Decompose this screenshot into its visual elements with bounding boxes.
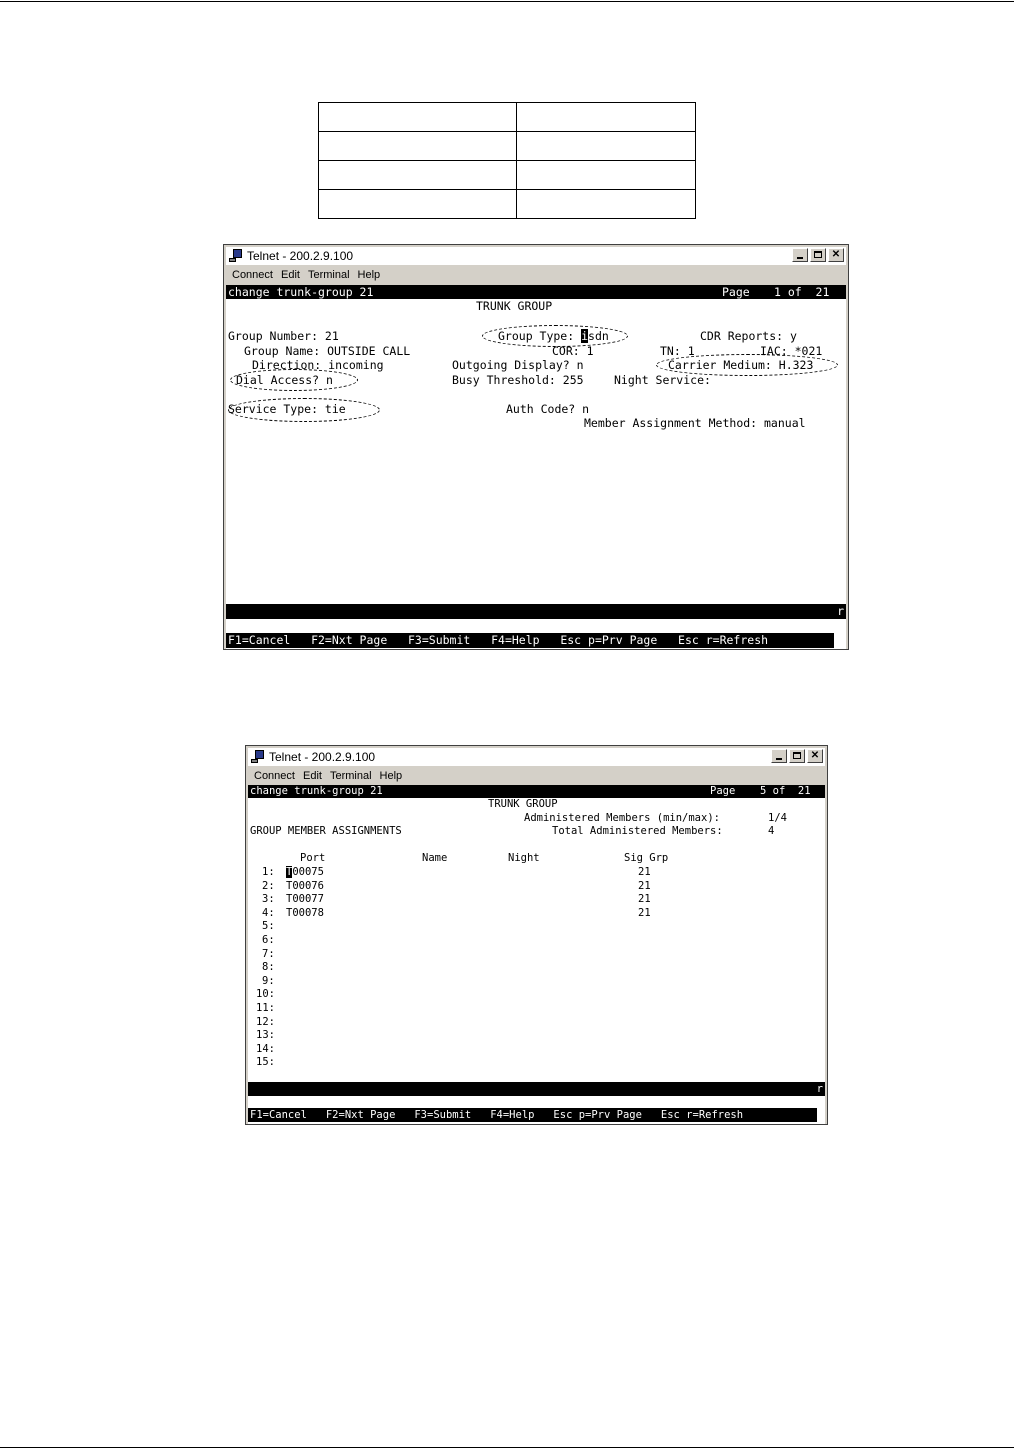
row-number: 14: <box>256 1042 275 1055</box>
table-cell <box>517 132 696 161</box>
group-type-label: Group Type: <box>498 329 582 343</box>
table-cell <box>319 103 517 132</box>
page-label: Page <box>722 285 750 299</box>
row-number: 5: <box>262 920 275 933</box>
close-icon[interactable]: ✕ <box>807 749 823 763</box>
port-value: 00075 <box>292 866 324 878</box>
group-number-field[interactable]: Group Number: 21 <box>228 329 339 343</box>
telnet-window-trunk-page-5[interactable] <box>245 745 828 1125</box>
highlight-oval <box>230 369 358 391</box>
screen-heading: TRUNK GROUP <box>488 798 558 810</box>
highlight-oval <box>656 354 838 376</box>
port-value: T00078 <box>286 906 324 919</box>
table-cell <box>517 161 696 190</box>
maximize-icon[interactable] <box>810 248 826 262</box>
row-number: 13: <box>256 1029 275 1042</box>
busy-threshold-field[interactable]: Busy Threshold: 255 <box>452 373 584 387</box>
command-text: change trunk-group 21 <box>250 785 383 797</box>
member-assignment-field[interactable]: Member Assignment Method: manual <box>584 416 806 430</box>
menu-terminal[interactable]: Terminal <box>307 269 350 281</box>
function-keys[interactable]: F1=Cancel F2=Nxt Page F3=Submit F4=Help Esc p=Prv Page Esc r=Refresh <box>250 1109 744 1121</box>
bottom-page-rule <box>0 1447 1014 1448</box>
table-cell <box>319 190 517 219</box>
admin-members-label: Administered Members (min/max): <box>524 812 720 824</box>
close-icon[interactable]: ✕ <box>828 248 844 262</box>
group-name-field[interactable]: Group Name: OUTSIDE CALL <box>244 344 411 358</box>
page-info: 1 of 21 <box>774 285 830 299</box>
terminal-screen[interactable] <box>226 285 846 649</box>
menu-help[interactable]: Help <box>357 269 381 281</box>
row-number: 9: <box>262 974 275 987</box>
row-number: 4: <box>262 906 275 919</box>
telnet-window-trunk-page-1[interactable] <box>223 244 849 650</box>
page-label: Page <box>710 785 736 797</box>
text-cursor: T <box>286 866 293 878</box>
sig-grp-field[interactable]: 21 <box>638 906 651 919</box>
menu-bar <box>248 767 825 785</box>
sig-grp-field[interactable]: 21 <box>638 879 651 892</box>
row-number: 10: <box>256 988 275 1001</box>
column-header-port: Port <box>300 852 326 864</box>
row-number: 1: <box>262 866 275 878</box>
menu-bar <box>226 266 846 284</box>
port-field[interactable] <box>286 879 324 893</box>
status-bar <box>248 1082 825 1096</box>
table-cell <box>319 132 517 161</box>
menu-connect[interactable]: Connect <box>254 770 295 782</box>
telnet-app-icon <box>251 750 265 764</box>
window-title: Telnet - 200.2.9.100 <box>269 750 376 764</box>
title-bar[interactable] <box>248 748 825 766</box>
page-info: 5 of 21 <box>760 785 811 797</box>
row-number: 6: <box>262 934 275 946</box>
top-page-rule <box>0 1 1014 2</box>
column-header-name: Name <box>422 852 448 864</box>
table-cell <box>319 161 517 190</box>
function-key-bar <box>248 1108 817 1122</box>
window-title: Telnet - 200.2.9.100 <box>247 249 354 263</box>
function-key-bar <box>226 633 834 648</box>
group-type-value: sdn <box>588 329 609 343</box>
column-header-sig-grp: Sig Grp <box>624 852 669 864</box>
port-value: T00077 <box>286 893 324 906</box>
table-cell <box>517 103 696 132</box>
maximize-icon[interactable] <box>789 749 805 763</box>
service-type-field[interactable]: Service Type: tie <box>228 402 346 416</box>
sig-grp-field[interactable]: 21 <box>638 893 651 906</box>
total-members-value: 4 <box>768 825 775 837</box>
dial-access-field[interactable]: Dial Access? n <box>236 373 333 387</box>
admin-members-value[interactable]: 1/4 <box>768 812 787 824</box>
port-field[interactable] <box>286 865 324 879</box>
menu-edit[interactable]: Edit <box>302 770 322 782</box>
table-cell <box>517 190 696 219</box>
row-number: 12: <box>256 1015 275 1028</box>
title-bar[interactable] <box>226 247 846 265</box>
row-number: 2: <box>262 879 275 892</box>
text-cursor: i <box>581 329 589 343</box>
total-members-label: Total Administered Members: <box>552 825 723 837</box>
menu-terminal[interactable]: Terminal <box>329 770 372 782</box>
status-char: r <box>837 604 844 618</box>
outgoing-display-field[interactable]: Outgoing Display? n <box>452 358 584 372</box>
menu-help[interactable]: Help <box>379 770 403 782</box>
minimize-icon[interactable] <box>792 248 808 262</box>
port-field[interactable] <box>286 892 324 906</box>
row-number: 15: <box>256 1056 275 1069</box>
telnet-app-icon <box>229 249 243 263</box>
row-number: 8: <box>262 961 275 974</box>
function-keys[interactable]: F1=Cancel F2=Nxt Page F3=Submit F4=Help Esc p=Prv Page Esc r=Refresh <box>228 633 769 647</box>
iac-field[interactable]: IAC: *021 <box>760 344 823 358</box>
port-field[interactable] <box>286 906 324 920</box>
command-text: change trunk-group 21 <box>228 285 374 299</box>
empty-table <box>318 102 696 219</box>
sig-grp-field[interactable]: 21 <box>638 866 651 878</box>
cdr-reports-field[interactable]: CDR Reports: y <box>700 329 797 343</box>
status-char: r <box>816 1083 823 1095</box>
screen-heading: TRUNK GROUP <box>476 299 553 313</box>
direction-field[interactable]: Direction: incoming <box>252 358 384 372</box>
menu-edit[interactable]: Edit <box>280 269 300 281</box>
row-number: 11: <box>256 1002 275 1014</box>
column-header-night: Night <box>508 852 540 864</box>
menu-connect[interactable]: Connect <box>232 269 273 281</box>
cor-field[interactable]: COR: 1 <box>552 344 594 358</box>
tn-field[interactable]: TN: 1 <box>660 344 695 358</box>
highlight-oval <box>482 325 628 347</box>
carrier-medium-field[interactable]: Carrier Medium: H.323 <box>668 358 814 372</box>
minimize-icon[interactable] <box>771 749 787 763</box>
command-bar <box>226 285 846 299</box>
port-value: T00076 <box>286 879 324 892</box>
section-title: GROUP MEMBER ASSIGNMENTS <box>250 825 402 837</box>
row-number: 7: <box>262 947 275 960</box>
row-number: 3: <box>262 893 275 906</box>
auth-code-field[interactable]: Auth Code? n <box>506 402 590 416</box>
status-bar <box>226 604 846 619</box>
night-service-field[interactable]: Night Service: <box>614 373 711 387</box>
highlight-oval <box>228 398 380 422</box>
terminal-screen[interactable] <box>248 785 825 1124</box>
